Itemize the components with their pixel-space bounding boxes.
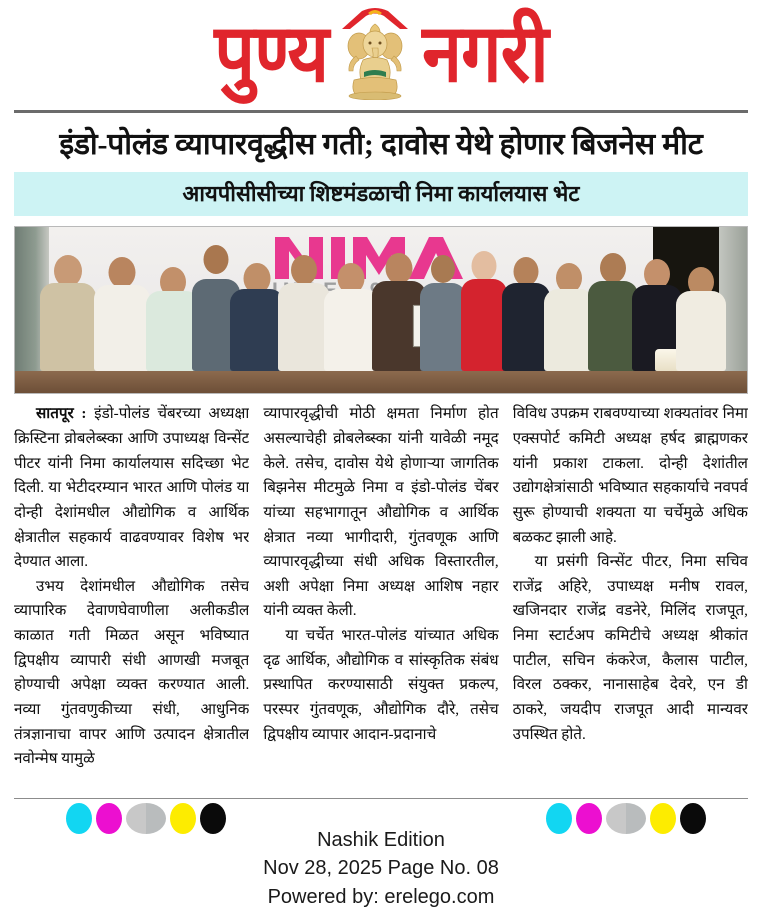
article-body — [14, 402, 748, 790]
person-head — [431, 255, 455, 283]
article-photo — [14, 226, 748, 394]
photo-person — [93, 255, 151, 371]
dateline: सातपूर : — [36, 405, 87, 423]
person-torso — [676, 291, 726, 371]
person-torso — [324, 289, 378, 371]
person-head — [291, 255, 317, 285]
photo-people-group — [15, 239, 747, 371]
person-torso — [40, 283, 96, 371]
photo-person — [675, 261, 727, 371]
paragraph: या चर्चेत भारत-पोलंड यांच्यात अधिक दृढ आर्थिक, औद्योगिक व सांस्कृतिक संबंध प्रस्थापित करण्यासाठी संयुक्त प्रकल्प, परस्पर गुंतवणूक, औद्योगिक दौरे, तसेच द्विपक्षीय व्यापार आदान-प्रदानाचे — [263, 627, 499, 743]
ganesha-icon — [332, 6, 418, 102]
article-column-3 — [513, 402, 748, 790]
paragraph-text: इंडो-पोलंड चेंबरच्या अध्यक्षा क्रिस्टिना व्रोबलेब्स्का आणि उपाध्यक्ष विन्सेंट पीटर यांनी निमा कार्यालयास सदिच्छा भेट दिली. या भेटीदरम्यान भारत आणि पोलंड या दोन्ही देशांमधील औद्योगिक व आर्थिक क्षेत्रातील सहकार्य वाढवण्यावर विशेष भर देण्यात आला. — [14, 405, 250, 571]
paragraph: व्यापारवृद्धीची मोठी क्षमता निर्माण होत असल्याचेही व्रोबलेब्स्का यांनी यावेळी नमूद केले. तसेच, दावोस येथे होणाऱ्या जागतिक बिझनेस मीटमुळे निमा व इंडो-पोलंड चेंबर यांच्या सहभागातून औद्योगिक व आर्थिक क्षेत्रात नव्या भागीदारी, गुंतवणूक आणि व्यापारवृद्धीच्या संधी अधिक विस्तारतील, अशी अपेक्षा निमा अध्यक्ष आशिष नहार यांनी व्यक्त केली. — [263, 405, 499, 620]
masthead-word-right: नगरी — [422, 9, 548, 99]
article-column-1 — [14, 402, 249, 790]
paragraph: विविध उपक्रम राबवण्याच्या शक्यतांवर निमा एक्सपोर्ट कमिटी अध्यक्ष हर्षद ब्राह्मणकर यांनी प्रकाश टाकला. दोन्ही देशांतील उद्योगक्षेत्रांसाठी भविष्यात सहकार्याचे नवपर्व सुरू होण्याची शक्यता या चर्चेमुळे अधिक बळकट झाली आहे. — [512, 405, 748, 546]
person-head — [204, 245, 229, 274]
person-head — [386, 253, 413, 284]
paragraph: या प्रसंगी विन्सेंट पीटर, निमा सचिव राजेंद्र अहिरे, उपाध्यक्ष मनीष रावल, खजिनदार राजेंद्र वडनेरे, मिलिंद राजपूत, निमा स्टार्टअप कमिटीचे अध्यक्ष श्रीकांत पाटील, सचिन कंकरेज, कैलास पाटील, विरल ठक्कर, नानासाहेब देवरे, एन डी ठाकरे, जयदीप राजपूत आदी मान्यवर उपस्थित होते. — [512, 553, 748, 743]
edition-label: Nashik Edition — [317, 829, 445, 851]
date-page-label: Nov 28, 2025 Page No. 08 — [263, 857, 499, 880]
paragraph — [14, 402, 249, 574]
powered-by-label: Powered by: erelego.com — [267, 885, 495, 908]
person-head — [109, 257, 136, 288]
masthead-inner — [214, 6, 547, 102]
page-title: इंडो-पोलंड व्यापारवृद्धीस गती; दावोस येथे होणार बिजनेस मीट — [59, 128, 703, 161]
ganesha-figure-icon — [342, 22, 408, 100]
photo-table — [15, 371, 747, 393]
masthead — [0, 0, 762, 108]
footer — [0, 826, 762, 911]
person-head — [472, 251, 497, 281]
person-torso — [94, 285, 150, 371]
person-head — [600, 253, 626, 283]
article-column-2 — [263, 402, 498, 790]
person-torso — [230, 289, 284, 371]
person-head — [514, 257, 539, 286]
subheadline: आयपीसीसीच्या शिष्टमंडळाची निमा कार्यालयास भेट — [182, 181, 580, 207]
masthead-divider — [14, 110, 748, 113]
paragraph: उभय देशांमधील औद्योगिक तसेच व्यापारिक देवाणघेवाणीला अलीकडील काळात गती मिळत असून भविष्यात द्विपक्षीय व्यापारी संधी आणखी मजबूत होण्याची अपेक्षा व्यक्त करण्यात आली. नव्या गुंतवणुकीच्या संधी, आधुनिक तंत्रज्ञानाचा वापर आणि उत्पादन क्षेत्रातील नवोन्मेष यामुळे — [14, 577, 250, 768]
subheadline-band — [14, 172, 748, 216]
photo-person — [39, 251, 97, 371]
masthead-word-left: पुण्य — [214, 9, 329, 99]
footer-divider — [14, 798, 748, 799]
